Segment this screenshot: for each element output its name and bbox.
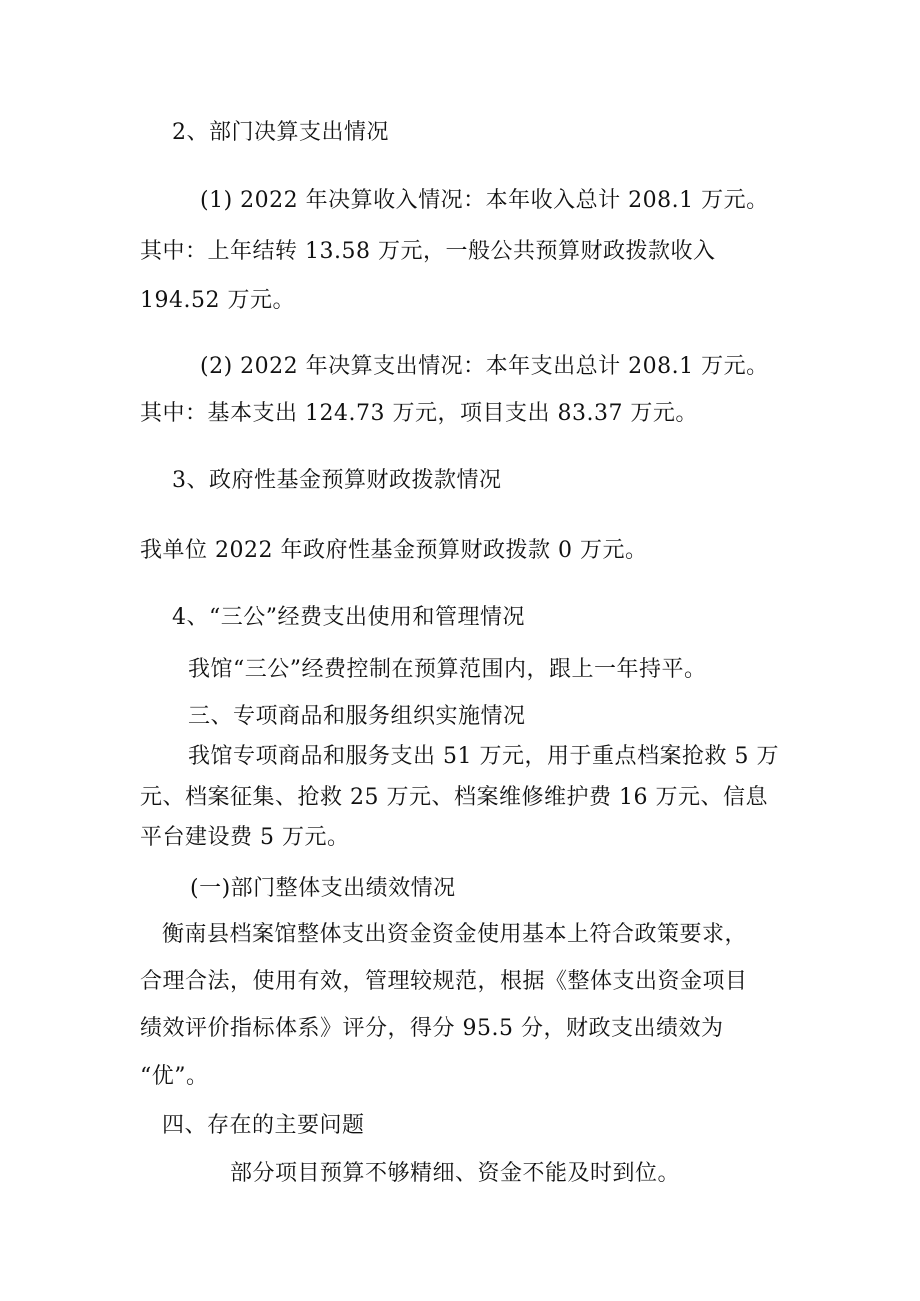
paragraph-line: 其中：上年结转 13.58 万元，一般公共预算财政拨款收入 xyxy=(140,239,716,264)
paragraph-line: 我馆“三公”经费控制在预算范围内，跟上一年持平。 xyxy=(188,657,707,682)
paragraph-line: 元、档案征集、抢救 25 万元、档案维修维护费 16 万元、信息 xyxy=(140,785,768,810)
paragraph-line: 其中：基本支出 124.73 万元，项目支出 83.37 万元。 xyxy=(140,401,698,426)
paragraph-line: (2) 2022 年决算支出情况：本年支出总计 208.1 万元。 xyxy=(200,354,769,379)
paragraph-line: 绩效评价指标体系》评分，得分 95.5 分，财政支出绩效为 xyxy=(140,1016,724,1041)
section-heading: 三、专项商品和服务组织实施情况 xyxy=(188,704,526,729)
section-heading: 4、“三公”经费支出使用和管理情况 xyxy=(172,605,525,630)
paragraph-line: 194.52 万元。 xyxy=(140,288,295,313)
section-heading: 3、政府性基金预算财政拨款情况 xyxy=(172,468,502,493)
paragraph-line: 合理合法，使用有效，管理较规范，根据《整体支出资金项目 xyxy=(140,969,748,994)
paragraph-line: “优”。 xyxy=(140,1064,209,1089)
paragraph-line: 我馆专项商品和服务支出 51 万元，用于重点档案抢救 5 万 xyxy=(188,744,779,769)
section-heading: 2、部门决算支出情况 xyxy=(172,120,389,145)
paragraph-line: (1) 2022 年决算收入情况：本年收入总计 208.1 万元。 xyxy=(200,188,769,213)
section-heading: 四、存在的主要问题 xyxy=(162,1113,365,1138)
section-heading: (一)部门整体支出绩效情况 xyxy=(190,876,456,901)
paragraph-line: 部分项目预算不够精细、资金不能及时到位。 xyxy=(230,1161,681,1186)
paragraph-line: 衡南县档案馆整体支出资金资金使用基本上符合政策要求， xyxy=(162,922,748,947)
paragraph-line: 我单位 2022 年政府性基金预算财政拨款 0 万元。 xyxy=(140,538,648,563)
paragraph-line: 平台建设费 5 万元。 xyxy=(140,825,350,850)
